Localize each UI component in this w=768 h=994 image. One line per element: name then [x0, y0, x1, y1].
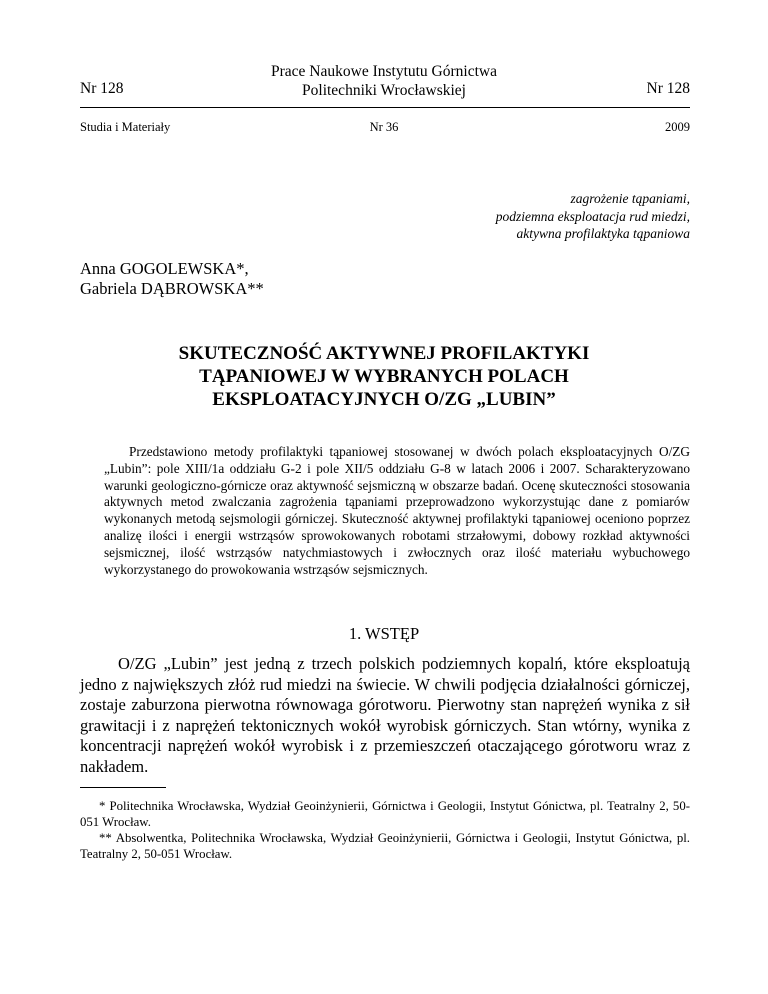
- keywords: [496, 190, 690, 243]
- body-paragraph: O/ZG „Lubin” jest jedną z trzech polskich podziemnych kopalń, które eksploatują jedno z największych złóż rud miedzi na świecie. W chwili podjęcia działalności górniczej, zostaje zaburzona pierwotna równowaga górotworu. Pierwotny stan naprężeń wynika z sił grawitacji i z naprężeń tektonicznych wokół wyrobisk górniczych. Stan wtórny, wynika z koncentracji naprężeń wokół wyrobisk i z przemieszczeń otaczającego górotworu wraz z nakładem.: [80, 654, 690, 776]
- footnotes: [80, 798, 690, 862]
- title-line: SKUTECZNOŚĆ AKTYWNEJ PROFILAKTYKI: [178, 343, 590, 364]
- title-line: EKSPLOATACYJNYCH O/ZG „LUBIN”: [212, 389, 556, 410]
- author-name: Gabriela DĄBROWSKA**: [80, 279, 264, 298]
- keyword: aktywna profilaktyka tąpaniowa: [516, 226, 690, 241]
- header-number-left: Nr 128: [80, 80, 124, 97]
- journal-name-line1: Prace Naukowe Instytutu Górnictwa: [271, 63, 497, 80]
- abstract: Przedstawiono metody profilaktyki tąpaniowej stosowanej w dwóch polach eksploatacyjnych O/ZG „Lubin”: pole XIII/1a oddziału G-2 i pole XII/5 oddziału G-8 w latach 2006 i 2007. Scharakteryzowano warunki geologiczno-górnicze oraz aktywność sejsmiczną w obszarze badań. Ocenę skuteczności stosowania aktywnych metod zwalczania zagrożenia tąpaniami przeprowadzono wykorzystując dane z pomiarów wykonanych metodą sejsmologii górniczej. Skuteczność aktywnej profilaktyki tąpaniowej oceniono poprzez analizę ilości i energii wstrząsów sprowokowanych robotami strzałowymi, dobowy rozkład aktywności sejsmicznej, ilość wstrząsów natychmiastowych i zwłocznych oraz ilość materiału wybuchowego wykorzystanego do prowokowania wstrząsów sejsmicznych.: [104, 444, 690, 577]
- author-name: Anna GOGOLEWSKA*,: [80, 259, 249, 278]
- footnote: * Politechnika Wrocławska, Wydział Geoinżynierii, Górnictwa i Geologii, Instytut Gónictwa, pl. Teatralny 2, 50-051 Wrocław.: [80, 799, 690, 829]
- section-heading: 1. WSTĘP: [348, 624, 420, 643]
- issue-number: Nr 36: [369, 120, 399, 134]
- header-number-right: Nr 128: [646, 80, 690, 97]
- footnote: ** Absolwentka, Politechnika Wrocławska, Wydział Geoinżynierii, Górnictwa i Geologii, Instytut Gónictwa, pl. Teatralny 2, 50-051 Wrocław.: [80, 831, 690, 861]
- keyword: zagrożenie tąpaniami,: [570, 191, 690, 206]
- footnote-divider: [80, 787, 166, 788]
- authors: [80, 259, 264, 299]
- header-divider: [80, 107, 690, 108]
- paper-title: [0, 342, 768, 411]
- publication-year: 2009: [665, 120, 690, 134]
- series-name: Studia i Materiały: [80, 120, 171, 134]
- journal-name-line2: Politechniki Wrocławskiej: [302, 82, 466, 99]
- keyword: podziemna eksploatacja rud miedzi,: [495, 208, 690, 224]
- title-line: TĄPANIOWEJ W WYBRANYCH POLACH: [199, 366, 569, 387]
